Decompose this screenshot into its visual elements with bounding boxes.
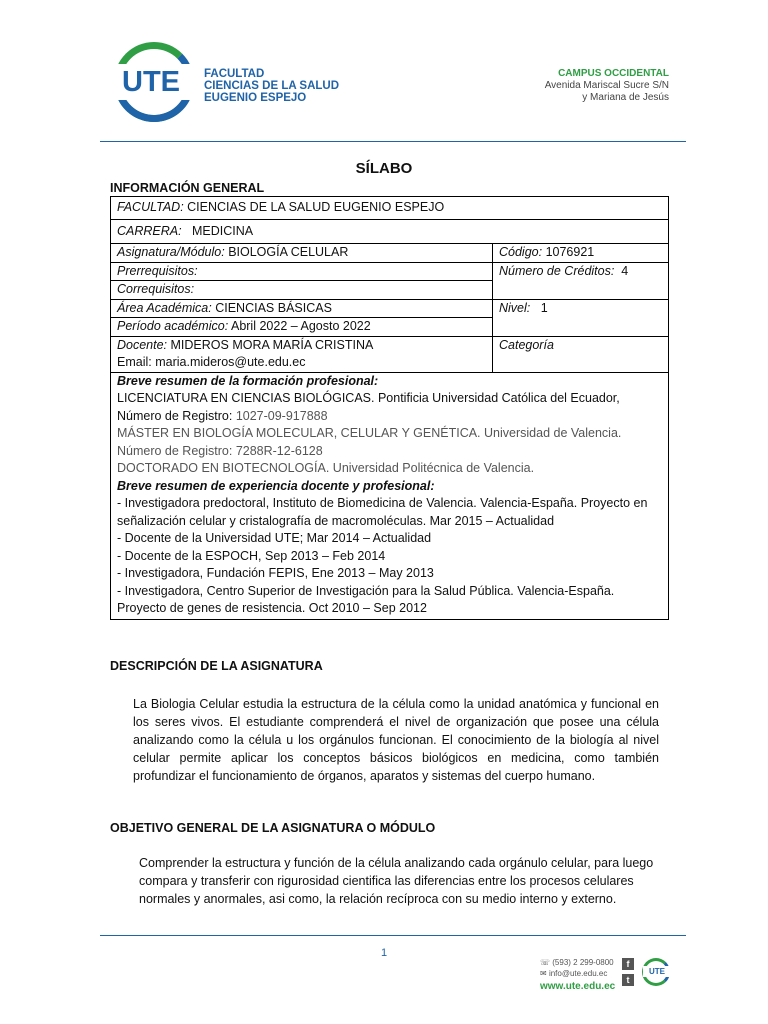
creditos-value: 4 [621,263,629,278]
campus-address [545,68,669,104]
facultad-value: CIENCIAS DE LA SALUD EUGENIO ESPEJO [187,200,445,214]
codigo-value: 1076921 [545,245,595,259]
logo-text [204,68,339,104]
asignatura-label: Asignatura/Módulo: [117,245,225,259]
codigo-label: Código: [499,245,543,259]
general-info-table [110,196,669,620]
cell-prerrequisitos [111,262,493,281]
descripcion-paragraph: La Biologia Celular estudia la estructura de la célula como la unidad anatómica y funcional en los seres vivos. El estudiante comprenderá el nivel de organización que posee una célula analizando como la célula u los orgánulos funcionan. El conocimiento de la biología al nivel celular permite aplicar los conceptos básicos biológicos en medicina, como también profundizar el funcionamiento de órganos, aparatos y sistemas del cuerpo humano. [133,697,659,783]
correquisitos-label: Correquisitos: [117,282,195,296]
categoria-label: Categoría [499,337,554,352]
formacion-item: DOCTORADO EN BIOTECNOLOGÍA. Universidad Politécnica de Valencia. [117,461,535,475]
facebook-icon[interactable]: f [622,958,634,970]
prerrequisitos-label: Prerrequisitos: [117,263,198,278]
experiencia-item: - Docente de la ESPOCH, Sep 2013 – Feb 2014 [117,548,386,563]
cell-creditos [493,262,669,299]
cell-correquisitos [111,281,493,300]
table-row-resumen [111,372,669,619]
footer-email[interactable]: info@ute.edu.ec [548,969,608,978]
footer-logo [642,958,670,986]
periodo-value: Abril 2022 – Agosto 2022 [230,319,371,333]
footer-divider [100,935,686,936]
cell-categoria [493,336,669,372]
table-row-docente [111,336,669,372]
cell-nivel [493,299,669,336]
nivel-value: 1 [540,300,548,315]
area-label: Área Académica: [117,300,212,315]
experiencia-heading: Breve resumen de experiencia docente y profesional: [117,478,435,493]
cell-codigo [493,244,669,263]
carrera-value: MEDICINA [192,224,254,238]
cell-docente [111,336,493,372]
campus-address-line-1: Avenida Mariscal Sucre S/N [544,80,669,91]
logo-line-2: CIENCIAS DE LA SALUD [204,80,340,92]
formacion-heading: Breve resumen de la formación profesional: [117,373,379,388]
section-heading-descripcion: DESCRIPCIÓN DE LA ASIGNATURA [110,659,323,673]
docente-value: MIDEROS MORA MARÍA CRISTINA [170,337,374,352]
cell-carrera [111,220,669,244]
footer-phone: (593) 2 299-0800 [552,958,614,967]
email-label: Email: [117,355,152,369]
logo-mark: UTE [114,64,206,100]
cell-resumen [111,372,669,619]
table-row-carrera [111,220,669,244]
asignatura-value: BIOLOGÍA CELULAR [228,245,349,259]
page-number: 1 [380,947,388,959]
mail-icon: ✉ [540,969,547,978]
cell-periodo [111,318,493,337]
objetivo-paragraph: Comprender la estructura y función de la célula analizando cada orgánulo celular, para luego compara y transferir con rigurosidad cientifica las diferencias entre los procesos celulares normales y anormales, asi como, la relación recíproca con su medio interno y externo. [139,856,654,906]
footer-website[interactable]: www.ute.edu.ec [540,981,616,992]
footer-logo-mark: UTE [643,966,671,977]
cell-facultad [111,197,669,220]
table-row-asignatura [111,244,669,263]
logo-line-1: FACULTAD [204,68,265,80]
campus-title: CAMPUS OCCIDENTAL [558,68,669,79]
periodo-label: Período académico: [117,319,229,333]
docente-label: Docente: [117,337,168,352]
table-row-area [111,299,669,318]
table-row-facultad [111,197,669,220]
area-value: CIENCIAS BÁSICAS [215,300,332,315]
section-heading-objetivo: OBJETIVO GENERAL DE LA ASIGNATURA O MÓDULO [110,821,436,835]
formacion-item: LICENCIATURA EN CIENCIAS BIOLÓGICAS. Pontificia Universidad Católica del Ecuador, Número de Registro: 1027-09-917888 [117,391,620,423]
cell-area [111,299,493,318]
phone-icon: ☏ [540,958,551,967]
carrera-label: CARRERA: [117,224,182,238]
experiencia-item: - Investigadora, Centro Superior de Investigación para la Salud Pública. Valencia-España. Proyecto de genes de resistencia. Oct 2010 – Sep 2012 [117,583,615,615]
creditos-label: Número de Créditos: [499,263,615,278]
twitter-icon[interactable]: t [622,974,634,986]
experiencia-item: - Docente de la Universidad UTE; Mar 2014 – Actualidad [117,531,432,545]
faculty-logo [110,38,350,128]
footer-contact [540,957,615,992]
table-row-prerrequisitos [111,262,669,281]
document-title: SÍLABO [355,160,413,177]
header-divider [100,141,686,142]
facultad-label: FACULTAD: [117,200,184,214]
experiencia-item: - Investigadora, Fundación FEPIS, Ene 2013 – May 2013 [117,566,434,580]
section-heading-info: INFORMACIÓN GENERAL [110,181,265,195]
cell-asignatura [111,244,493,263]
email-value[interactable]: maria.mideros@ute.edu.ec [155,355,306,369]
nivel-label: Nivel: [499,300,531,315]
experiencia-item: - Investigadora predoctoral, Instituto de Biomedicina de Valencia. Valencia-España. Proyecto en señalización celular y cristalografía de macromoléculas. Mar 2015 – Actualidad [117,496,648,528]
formacion-item: MÁSTER EN BIOLOGÍA MOLECULAR, CELULAR Y GENÉTICA. Universidad de Valencia. Número de Registro: 7288R-12-6128 [117,426,622,458]
logo-line-3: EUGENIO ESPEJO [204,92,307,104]
campus-address-line-2: y Mariana de Jesús [582,92,669,103]
